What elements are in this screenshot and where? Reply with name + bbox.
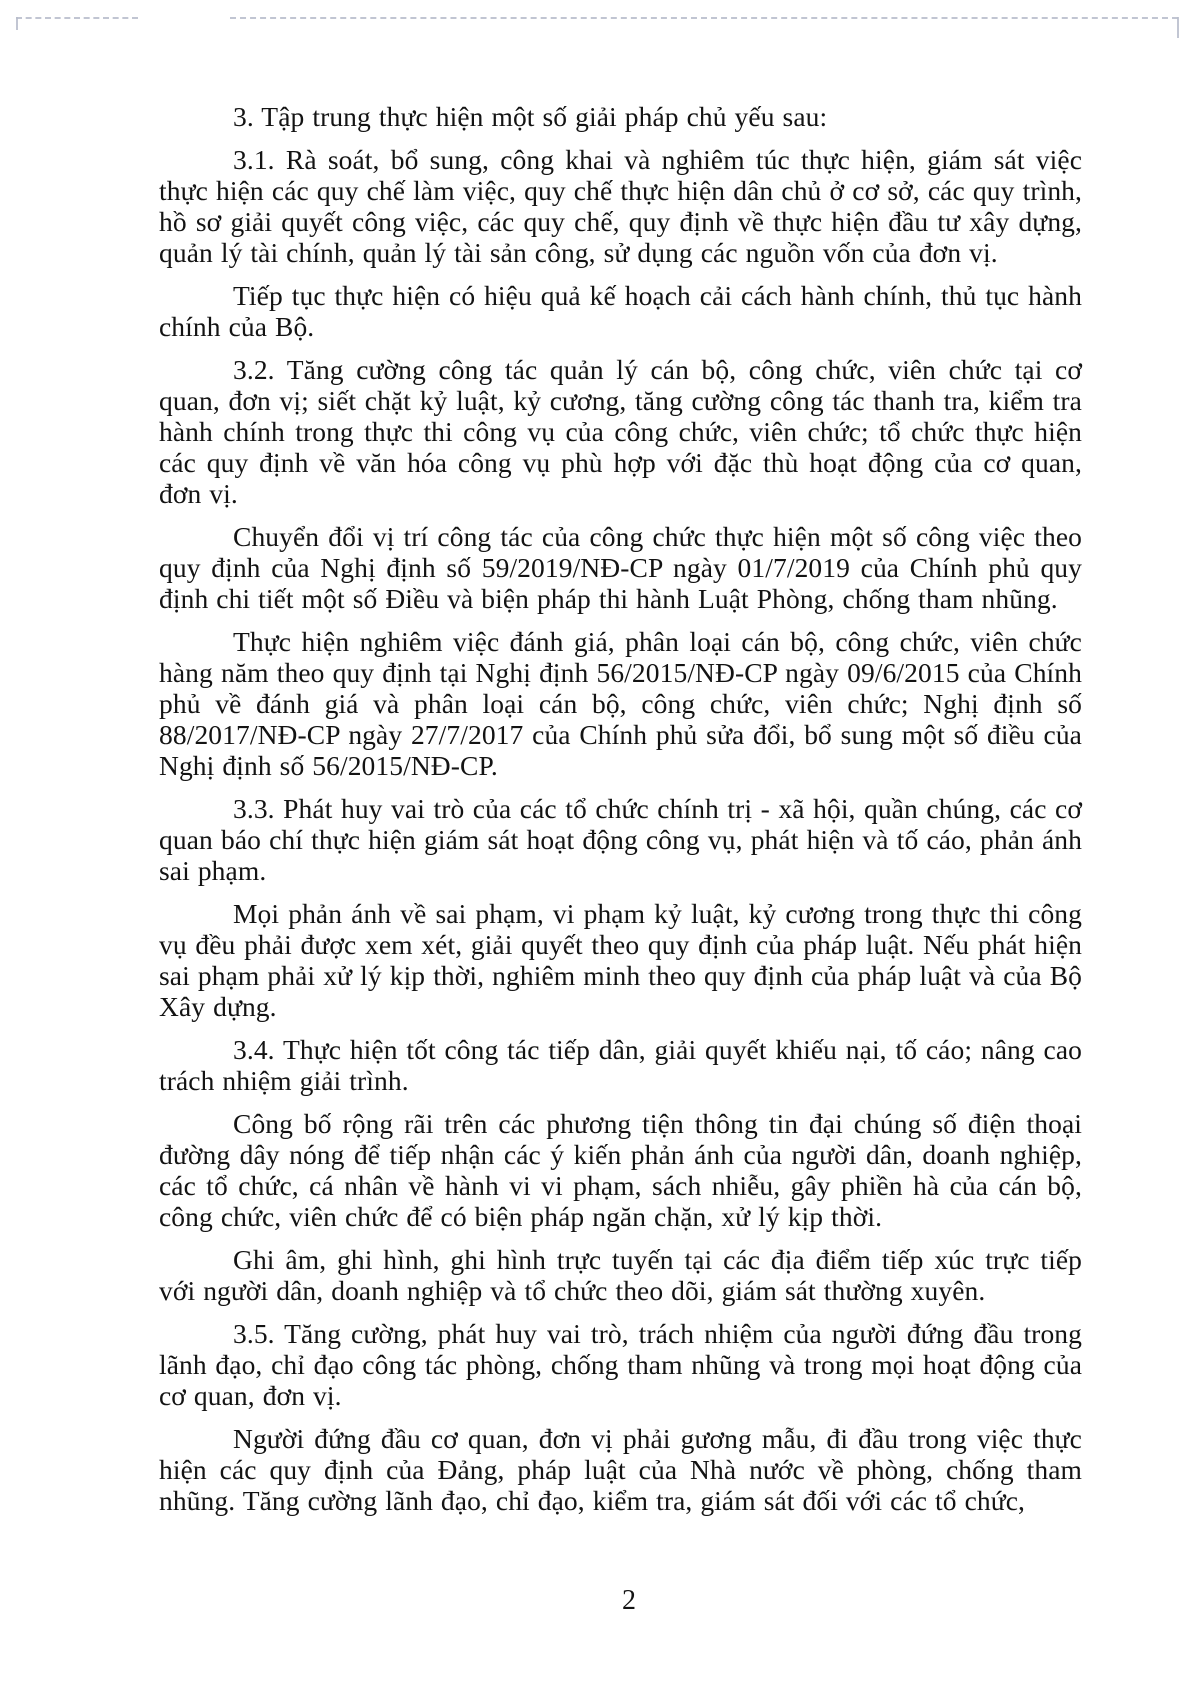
paragraph-3-3: 3.3. Phát huy vai trò của các tổ chức chính trị - xã hội, quần chúng, các cơ quan báo chí thực hiện giám sát hoạt động công vụ, phát hiện và tố cáo, phản ánh sai phạm. [159,793,1082,886]
scan-artifact-tick [1177,17,1179,38]
paragraph-3-2: 3.2. Tăng cường công tác quản lý cán bộ, công chức, viên chức tại cơ quan, đơn vị; siết chặt kỷ luật, kỷ cương, tăng cường công tác thanh tra, kiểm tra hành chính trong thực thi công vụ của công chức, viên chức; tổ chức thực hiện các quy định về văn hóa công vụ phù hợp với đặc thù hoạt động của cơ quan, đơn vị. [159,354,1082,509]
paragraph-chuyen-doi: Chuyển đổi vị trí công tác của công chức thực hiện một số công việc theo quy định của Nghị định số 59/2019/NĐ-CP ngày 01/7/2019 của Chính phủ quy định chi tiết một số Điều và biện pháp thi hành Luật Phòng, chống tham nhũng. [159,521,1082,614]
document-body [159,101,1082,1528]
page-number: 2 [622,1585,636,1616]
paragraph-moi-phan-anh: Mọi phản ánh về sai phạm, vi phạm kỷ luật, kỷ cương trong thực thi công vụ đều phải được xem xét, giải quyết theo quy định của pháp luật. Nếu phát hiện sai phạm phải xử lý kịp thời, nghiêm minh theo quy định của pháp luật và của Bộ Xây dựng. [159,898,1082,1022]
paragraph-heading-3: 3. Tập trung thực hiện một số giải pháp chủ yếu sau: [233,101,828,132]
paragraph-tiep-tuc: Tiếp tục thực hiện có hiệu quả kế hoạch cải cách hành chính, thủ tục hành chính của Bộ. [159,280,1082,342]
scan-artifact-tick [16,17,18,30]
paragraph-cong-bo: Công bố rộng rãi trên các phương tiện thông tin đại chúng số điện thoại đường dây nóng để tiếp nhận các ý kiến phản ánh của người dân, doanh nghiệp, các tổ chức, cá nhân về hành vi vi phạm, sách nhiễu, gây phiền hà của cán bộ, công chức, viên chức để có biện pháp ngăn chặn, xử lý kịp thời. [159,1108,1082,1232]
paragraph-ghi-am: Ghi âm, ghi hình, ghi hình trực tuyến tại các địa điểm tiếp xúc trực tiếp với người dân, doanh nghiệp và tổ chức theo dõi, giám sát thường xuyên. [159,1244,1082,1306]
paragraph-nguoi-dung-dau: Người đứng đầu cơ quan, đơn vị phải gương mẫu, đi đầu trong việc thực hiện các quy định của Đảng, pháp luật của Nhà nước về phòng, chống tham nhũng. Tăng cường lãnh đạo, chỉ đạo, kiểm tra, giám sát đối với các tổ chức, [159,1423,1082,1516]
scan-artifact-line [230,17,1178,19]
paragraph-3-1: 3.1. Rà soát, bổ sung, công khai và nghiêm túc thực hiện, giám sát việc thực hiện các quy chế làm việc, quy chế thực hiện dân chủ ở cơ sở, các quy trình, hồ sơ giải quyết công việc, các quy chế, quy định về thực hiện đầu tư xây dựng, quản lý tài chính, quản lý tài sản công, sử dụng các nguồn vốn của đơn vị. [159,144,1082,268]
scan-artifact-line [16,17,138,19]
paragraph-3-5: 3.5. Tăng cường, phát huy vai trò, trách nhiệm của người đứng đầu trong lãnh đạo, chỉ đạo công tác phòng, chống tham nhũng và trong mọi hoạt động của cơ quan, đơn vị. [159,1318,1082,1411]
paragraph-3-4: 3.4. Thực hiện tốt công tác tiếp dân, giải quyết khiếu nại, tố cáo; nâng cao trách nhiệm giải trình. [159,1034,1082,1096]
paragraph-thuc-hien: Thực hiện nghiêm việc đánh giá, phân loại cán bộ, công chức, viên chức hàng năm theo quy định tại Nghị định 56/2015/NĐ-CP ngày 09/6/2015 của Chính phủ về đánh giá và phân loại cán bộ, công chức, viên chức; Nghị định số 88/2017/NĐ-CP ngày 27/7/2017 của Chính phủ sửa đổi, bổ sung một số điều của Nghị định số 56/2015/NĐ-CP. [159,626,1082,781]
